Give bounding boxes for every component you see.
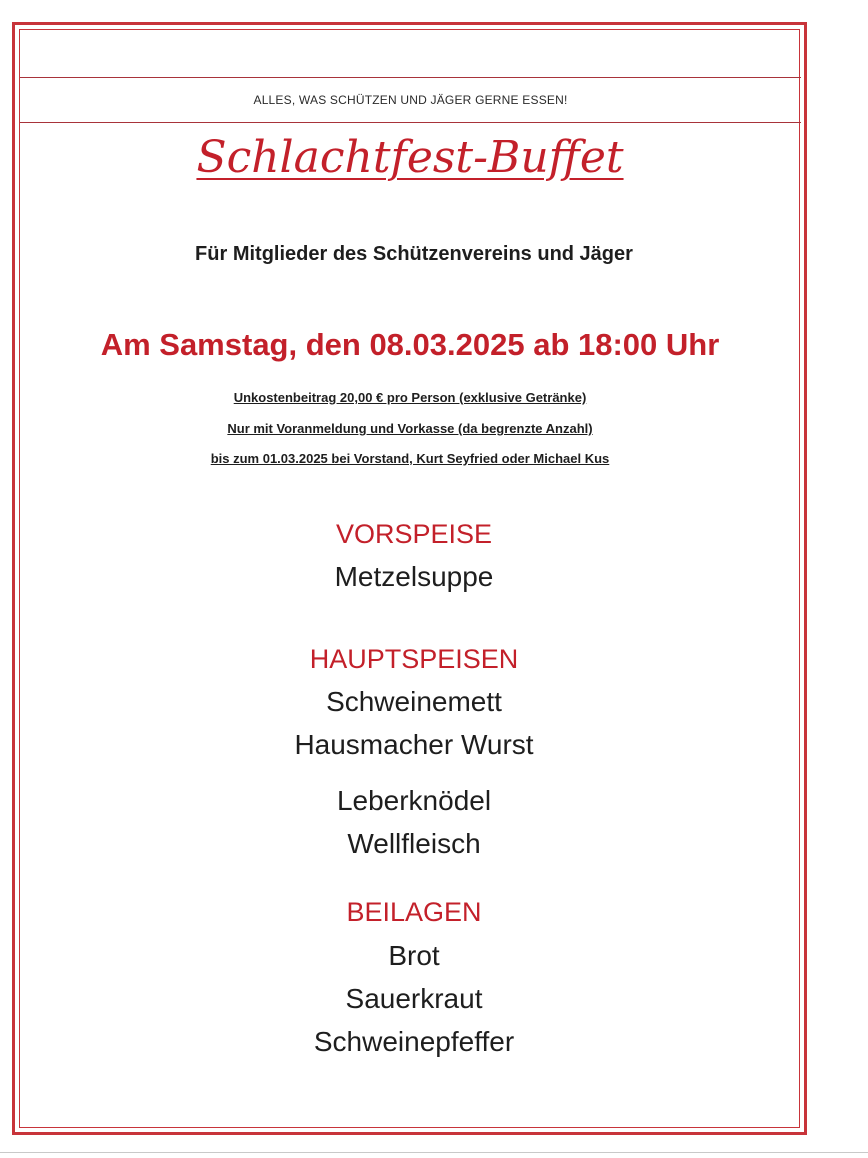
menu-item: Schweinemett	[326, 686, 502, 717]
registration-info: Nur mit Voranmeldung und Vorkasse (da begrenzte Anzahl)	[227, 421, 593, 436]
section-heading-beilagen: BEILAGEN	[346, 897, 482, 927]
deadline-info: bis zum 01.03.2025 bei Vorstand, Kurt Seyfried oder Michael Kus	[210, 451, 610, 466]
menu-item: Wellfleisch	[347, 828, 481, 859]
cost-info: Unkostenbeitrag 20,00 € pro Person (exklusive Getränke)	[233, 390, 587, 405]
menu-item: Schweinepfeffer	[313, 1026, 515, 1057]
event-date: Am Samstag, den 08.03.2025 ab 18:00 Uhr	[100, 327, 720, 362]
menu-item: Sauerkraut	[345, 983, 483, 1014]
menu-item: Leberknödel	[336, 785, 492, 816]
flyer-title: Schlachtfest-Buffet	[196, 132, 624, 183]
menu-item: Metzelsuppe	[334, 561, 494, 592]
section-heading-hauptspeisen: HAUPTSPEISEN	[309, 644, 519, 674]
menu-item: Brot	[388, 940, 440, 971]
bottom-divider	[0, 1152, 868, 1153]
header-band	[20, 77, 801, 123]
menu-item: Hausmacher Wurst	[294, 729, 534, 760]
audience-subtitle: Für Mitglieder des Schützenvereins und Jäger	[195, 243, 633, 265]
tagline: ALLES, WAS SCHÜTZEN UND JÄGER GERNE ESSEN!	[253, 93, 568, 107]
section-heading-vorspeise: VORSPEISE	[335, 519, 493, 549]
